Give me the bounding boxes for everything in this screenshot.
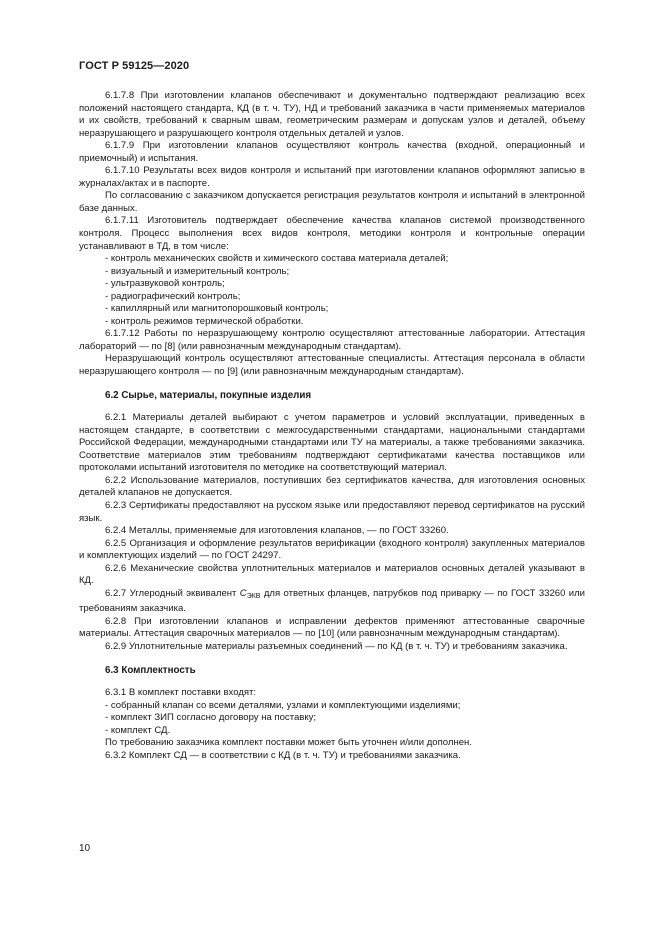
list-item: - капиллярный или магнитопорошковый контроль;	[79, 303, 585, 316]
paragraph-6-1-7-8: 6.1.7.8 При изготовлении клапанов обеспечивают и документально подтверждают реализацию всех положений настоящего стандарта, КД (в т. ч. ТУ), НД и требований заказчика в части применяемых материалов и их свойств, требований к сварным швам, геометрическим размерам и допускам узлов и деталей, объему неразрушающего и разрушающего контроля отдельных деталей и узлов.	[79, 90, 585, 139]
carbon-equivalent-subscript: ЭКВ	[246, 592, 261, 600]
paragraph-6-2-6: 6.2.6 Механические свойства уплотнительных материалов и материалов основных деталей указывают в КД.	[79, 562, 585, 587]
list-item: - комплект ЗИП согласно договору на поставку;	[79, 712, 585, 725]
list-item: - комплект СД.	[79, 725, 585, 738]
list-item: - контроль механических свойств и химического состава материала деталей;	[79, 253, 585, 266]
list-item: - собранный клапан со всеми деталями, узлами и комплектующими изделиями;	[79, 700, 585, 713]
paragraph-6-2-7-end: для ответных фланцев, патрубков под приварку — по ГОСТ 33260 или требованиям заказчика.	[79, 587, 586, 615]
paragraph-6-1-7-9: 6.1.7.9 При изготовлении клапанов осуществляют контроль качества (входной, операционный и приемочный) и испытания.	[79, 140, 585, 164]
paragraph-6-3-1: 6.3.1 В комплект поставки входят:	[105, 687, 257, 699]
list-item: - контроль режимов термической обработки.	[79, 316, 585, 329]
paragraph-6-2-3: 6.2.3 Сертификаты предоставляют на русском языке или предоставляют перевод сертификатов на русский язык.	[79, 499, 585, 524]
paragraph-6-3-2: 6.3.2 Комплект СД — в соответствии с КД (в т. ч. ТУ) и требованиями заказчика.	[105, 749, 461, 761]
paragraph-6-1-7-12: 6.1.7.12 Работы по неразрушающему контролю осуществляют аттестованные лаборатории. Аттестация лабораторий — по [8] (или равнозначным международным стандартам).	[79, 328, 585, 352]
document-body	[79, 90, 585, 762]
control-list	[79, 253, 585, 328]
list-item: - ультразвуковой контроль;	[79, 278, 585, 291]
paragraph-db-registration: По согласованию с заказчиком допускается регистрация результатов контроля и испытаний в электронной базе данных.	[79, 190, 585, 214]
paragraph-6-2-2: 6.2.2 Использование материалов, поступивших без сертификатов качества, для изготовления основных деталей клапанов не допускается.	[79, 474, 585, 499]
paragraph-ndt-personnel: Неразрушающий контроль осуществляют аттестованные специалисты. Аттестация персонала в области неразрушающего контроля — по [9] (или равнозначным международным стандартам).	[79, 353, 585, 378]
paragraph-6-2-9: 6.2.9 Уплотнительные материалы разъемных соединений — по КД (в т. ч. ТУ) и требованиям заказчика.	[105, 640, 568, 652]
section-heading-6-2: 6.2 Сырье, материалы, покупные изделия	[105, 389, 312, 401]
document-header: ГОСТ Р 59125—2020	[79, 60, 190, 72]
paragraph-6-2-7	[79, 588, 585, 616]
kit-list	[79, 700, 585, 738]
paragraph-6-2-1: 6.2.1 Материалы деталей выбирают с учетом параметров и условий эксплуатации, приведенных в настоящем стандарте, в соответствии с межгосударственными стандартами, национальными стандартами Российской Федерации, международными стандартами или ТУ на материалы, а также требованиями заказчика. Соответствие материалов этим требованиям подтверждают сертификатами качества поставщиков или протоколами испытаний изготовителя по методике на соответствующий материал.	[79, 412, 585, 474]
paragraph-6-2-5: 6.2.5 Организация и оформление результатов верификации (входного контроля) закупленных материалов и комплектующих изделий — по ГОСТ 24297.	[79, 537, 585, 562]
paragraph-kit-note: По требованию заказчика комплект поставки может быть уточнен и/или дополнен.	[105, 737, 472, 749]
paragraph-6-2-8: 6.2.8 При изготовлении клапанов и исправлении дефектов применяют аттестованные сварочные материалы. Аттестация сварочных материалов — по [10] (или равнозначным международным стандартам).	[79, 615, 585, 640]
paragraph-6-1-7-10: 6.1.7.10 Результаты всех видов контроля и испытаний при изготовлении клапанов оформляют записью в журналах/актах и в паспорте.	[79, 165, 585, 189]
paragraph-6-2-7-start: 6.2.7 Углеродный эквивалент	[105, 587, 237, 599]
paragraph-6-2-4: 6.2.4 Металлы, применяемые для изготовления клапанов, — по ГОСТ 33260.	[105, 525, 449, 537]
list-item: - визуальный и измерительный контроль;	[79, 266, 585, 279]
paragraph-6-1-7-11: 6.1.7.11 Изготовитель подтверждает обеспечение качества клапанов системой производственного контроля. Процесс выполнения всех видов контроля, методики контроля и контрольные операции устанавливают в ТД, в том числе:	[79, 215, 585, 252]
list-item: - радиографический контроль;	[79, 291, 585, 304]
section-heading-6-3: 6.3 Комплектность	[105, 664, 196, 676]
page-number: 10	[79, 843, 91, 854]
carbon-equivalent-symbol: С	[239, 587, 247, 599]
